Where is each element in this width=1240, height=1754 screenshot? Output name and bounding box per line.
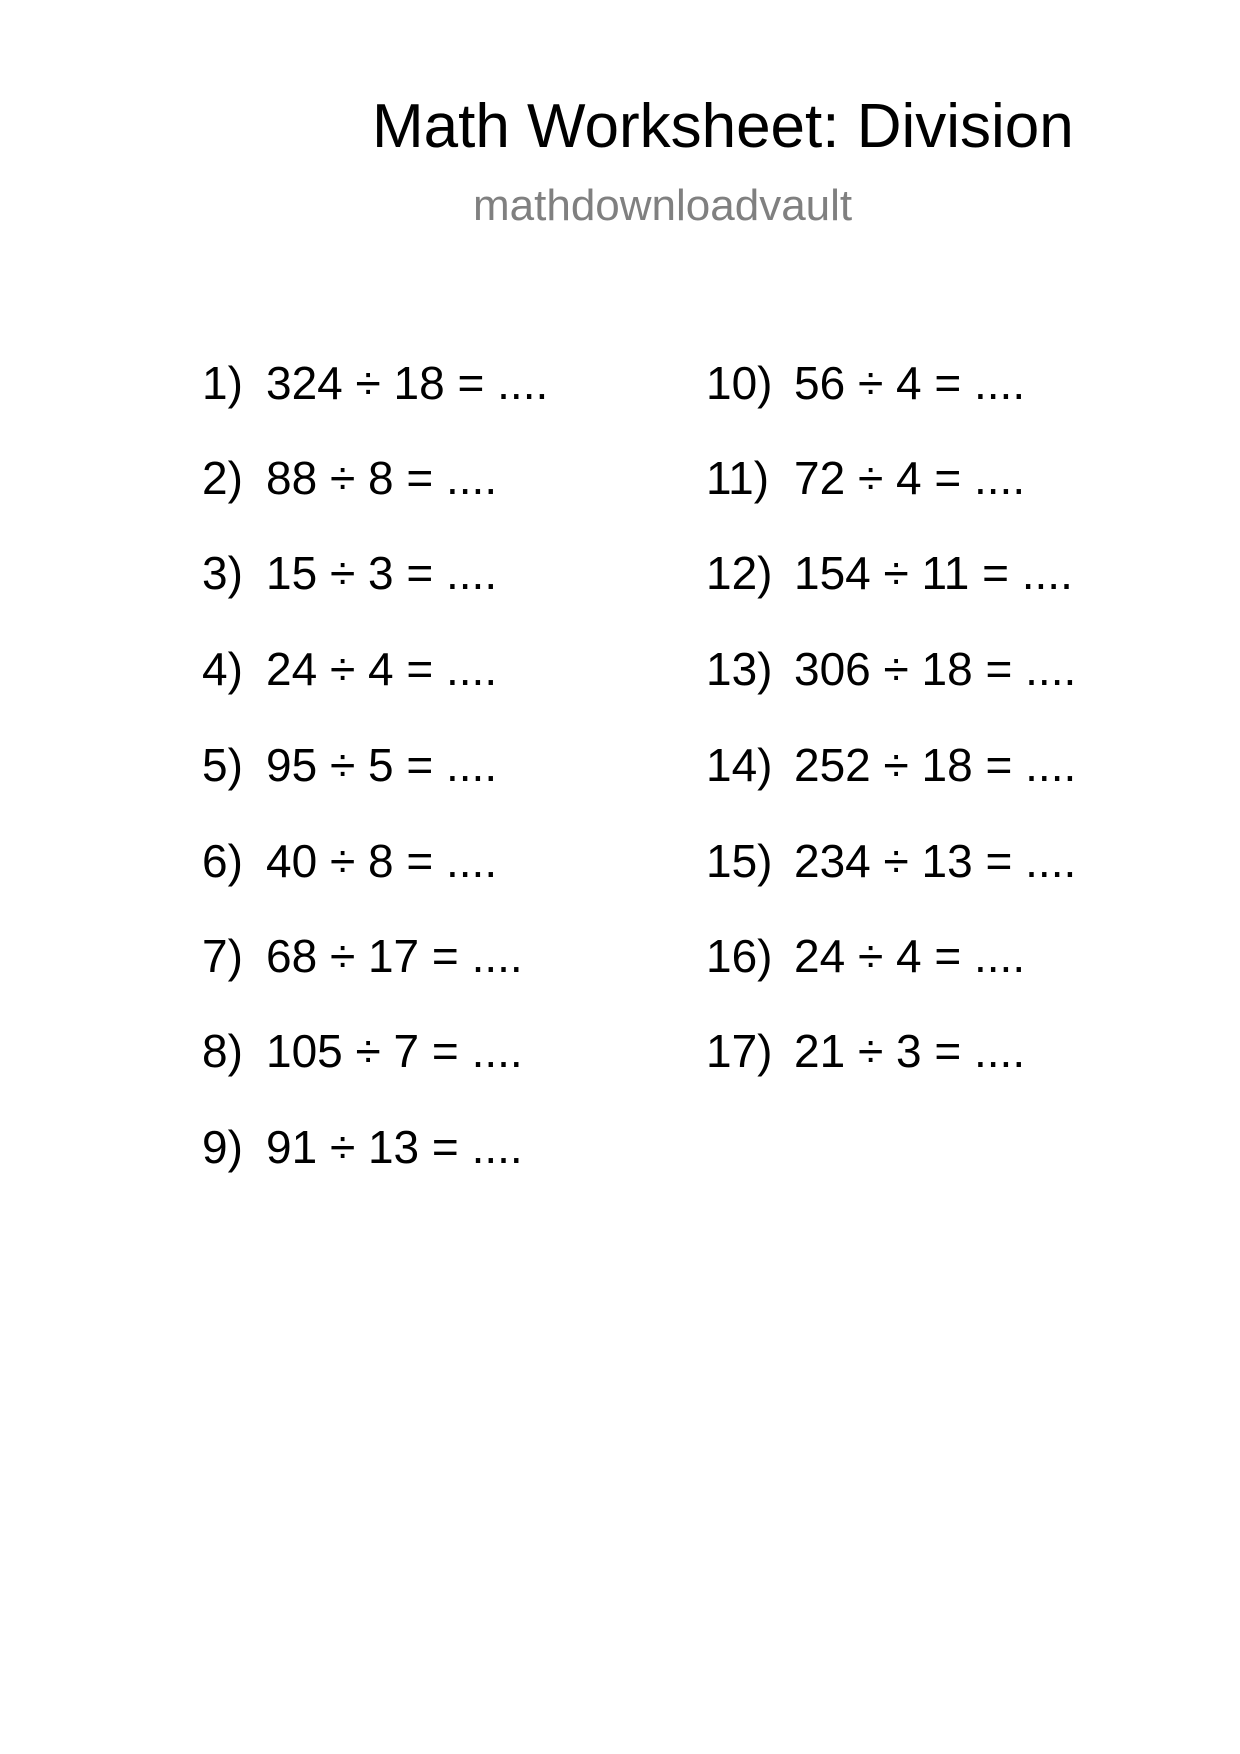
problem-expression: 91 ÷ 13 = ....	[266, 1121, 523, 1173]
problem-number: 12)	[706, 547, 773, 599]
problem-expression: 234 ÷ 13 = ....	[794, 835, 1077, 887]
problem-number: 15)	[706, 835, 773, 887]
problem-number: 17)	[706, 1025, 773, 1077]
problem-number: 5)	[202, 739, 243, 791]
problem-expression: 72 ÷ 4 = ....	[794, 452, 1026, 504]
problem-expression: 95 ÷ 5 = ....	[266, 739, 498, 791]
problem-number: 11)	[706, 452, 770, 504]
problem-expression: 88 ÷ 8 = ....	[266, 452, 498, 504]
problem-expression: 56 ÷ 4 = ....	[794, 357, 1026, 409]
problem-number: 1)	[202, 357, 243, 409]
problem-number: 4)	[202, 643, 243, 695]
problem-expression: 40 ÷ 8 = ....	[266, 835, 498, 887]
problem-expression: 324 ÷ 18 = ....	[266, 357, 549, 409]
problem-expression: 24 ÷ 4 = ....	[266, 643, 498, 695]
problem-expression: 21 ÷ 3 = ....	[794, 1025, 1026, 1077]
problem-number: 8)	[202, 1025, 243, 1077]
problem-expression: 24 ÷ 4 = ....	[794, 930, 1026, 982]
problem-number: 6)	[202, 835, 243, 887]
problem-number: 7)	[202, 930, 243, 982]
problem-number: 14)	[706, 739, 773, 791]
page-title: Math Worksheet: Division	[372, 92, 1074, 161]
problem-number: 2)	[202, 452, 243, 504]
problem-expression: 68 ÷ 17 = ....	[266, 930, 523, 982]
problem-expression: 154 ÷ 11 = ....	[794, 547, 1073, 599]
problem-number: 16)	[706, 930, 773, 982]
problem-expression: 105 ÷ 7 = ....	[266, 1025, 523, 1077]
page-subtitle: mathdownloadvault	[473, 181, 853, 230]
problem-number: 3)	[202, 547, 243, 599]
problem-expression: 306 ÷ 18 = ....	[794, 643, 1077, 695]
problem-number: 9)	[202, 1121, 243, 1173]
problem-number: 13)	[706, 643, 773, 695]
problem-expression: 252 ÷ 18 = ....	[794, 739, 1077, 791]
problem-number: 10)	[706, 357, 773, 409]
problem-expression: 15 ÷ 3 = ....	[266, 547, 498, 599]
